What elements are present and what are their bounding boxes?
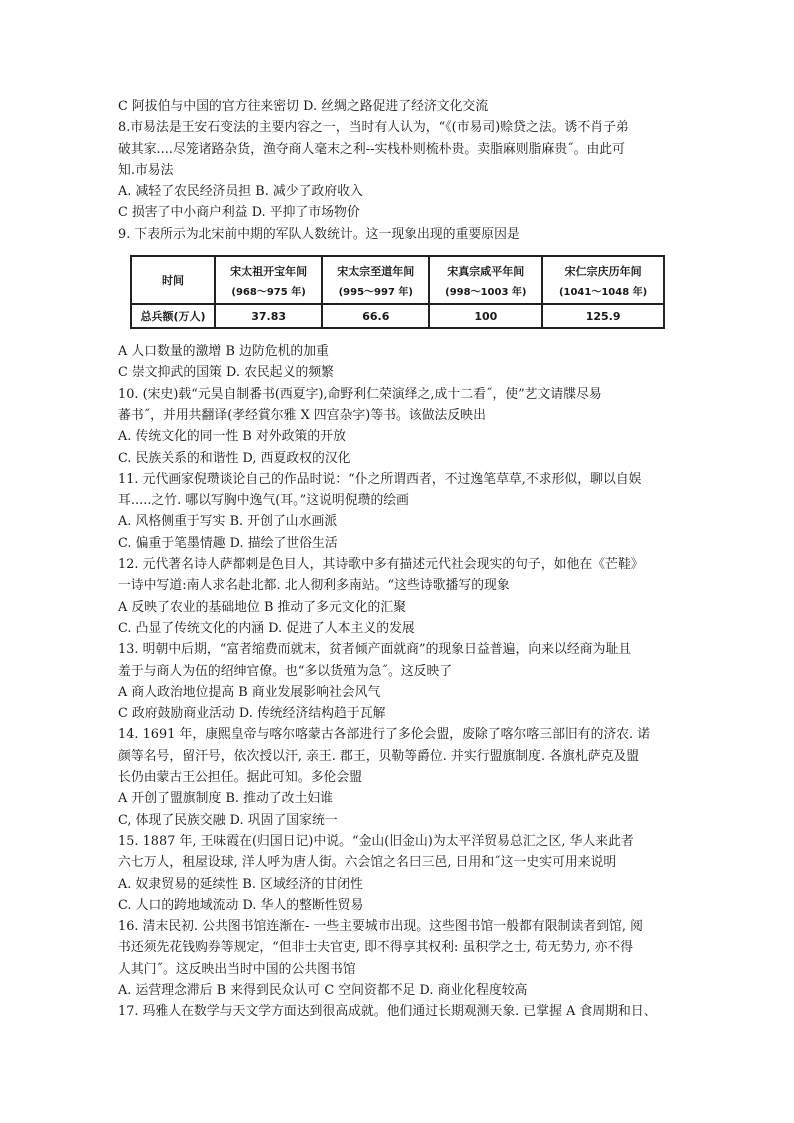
text-line: A 人口数量的激增 B 边防危机的加重	[118, 344, 329, 360]
text-line: C. 民族关系的和谐性 D, 西夏政权的汉化	[118, 450, 351, 466]
text-line: 10. (宋史)载“元昊自制番书(西夏字),命野利仁荣演绎之,成十二看˝，使”艺文请牒尽易	[118, 386, 602, 402]
table-period-cell	[322, 256, 429, 304]
text-line: C 政府鼓励商业活动 D. 传统经济结构趋于瓦解	[118, 706, 386, 722]
text-line: 12. 元代著名诗人萨都刺是色目人，其诗歌中多有描述元代社会现实的句子，如他在《芒鞋》	[118, 557, 644, 573]
period-years: (1041～1048 年)	[558, 286, 648, 298]
table-value-cell: 100	[429, 304, 542, 328]
text-line: 一诗中写道:南人求名赴北都. 北人彻利多南站。“这些诗歌播写的现象	[118, 578, 510, 594]
table-period-cell	[429, 256, 542, 304]
period-years: (998～1003 年)	[445, 286, 527, 298]
period-name: 宋太宗至道年间	[337, 264, 415, 278]
text-line: 9. 下表所示为北宋前中期的军队人数统计。这一现象出现的重要原因是	[118, 226, 520, 242]
text-line: 长仍由蒙古王公担任。据此可知。多伦会盟	[118, 770, 363, 786]
period-name: 宋仁宗庆历年间	[564, 264, 642, 278]
text-line: A 商人政治地位提高 B 商业发展影响社会风气	[118, 684, 381, 700]
text-line: 书还须先花钱购券等规定，“但非士夫官吏, 即不得享其权利: 虽积学之士, 苟无势力, 亦不得	[118, 940, 634, 956]
text-line: C 崇文抑武的国策 D. 农民起义的频繁	[118, 365, 335, 381]
text-block-bottom	[118, 341, 678, 1023]
text-line: A. 风格侧重于写实 B. 开创了山水画派	[118, 514, 338, 530]
text-line: 16. 清末民初. 公共图书馆连渐在- 一些主要城市出现。这些图书馆一般都有限制读者到馆, 阅	[118, 919, 643, 935]
table-row-header-total: 总兵额(万人)	[131, 304, 215, 328]
text-line: 破其家....尽笼诸路杂货，渔夺商人毫末之利--实栈朴则梳朴贵。卖脂麻则脂麻贵˝。由此可	[118, 141, 626, 157]
text-line: A 开创了盟旗制度 B. 推动了改土妇谁	[118, 791, 334, 807]
text-line: A. 运营理念滞后 B 来得到民众认可 C 空间资都不足 D. 商业化程度较高	[118, 982, 528, 998]
troop-statistics-table-wrap	[130, 255, 678, 329]
text-line: 羞于与商人为伍的绍绅官僚。也“多以货殖为急˝。这反映了	[118, 663, 453, 679]
period-name: 宋真宗咸平年间	[447, 264, 525, 278]
text-line: A. 减轻了农民经济员担 B. 减少了政府收入	[118, 184, 363, 200]
text-line: 蕃书˝，并用共翻译(孝经賞尔雅 X 四宫杂字)等书。该做法反映出	[118, 407, 486, 423]
text-line: 知.市易法	[118, 162, 174, 178]
text-line: C 损害了中小商户利益 D. 平抑了市场物价	[118, 205, 360, 221]
text-line: 耳.....之竹. 哪以写胸中逸气(耳。”这说明倪瓒的绘画	[118, 493, 409, 509]
text-line: 8.市易法是王安石变法的主要内容之一，当时有人认为，“《(市易司)赊贷之法。诱不肖子弟	[118, 120, 629, 136]
text-line: 11. 元代画家倪瓒谈论自己的作品时说：“仆之所谓西者，不过逸笔草草,不求形似，聊以自娱	[118, 471, 642, 487]
table-period-cell	[542, 256, 664, 304]
text-block-top	[118, 96, 678, 245]
text-line: 颜等名号，留汗号，依次授以汗, 亲王. 郡王，贝勒等爵位. 并实行盟旗制度. 各旗札萨克及盟	[118, 748, 640, 764]
troop-statistics-table	[130, 255, 665, 329]
text-line: C. 人口的跨地域流动 D. 华人的整断性贸易	[118, 897, 364, 913]
text-line: 15. 1887 年, 王味霞在(归国日记)中说。“金山(旧金山)为太平洋贸易总汇之区, 华人来此者	[118, 833, 634, 849]
period-years: (968～975 年)	[231, 286, 306, 298]
text-line: A 反映了农业的基础地位 B 推动了多元文化的汇聚	[118, 599, 407, 615]
table-value-cell: 37.83	[215, 304, 322, 328]
table-header-row	[131, 256, 664, 304]
exam-page	[118, 96, 678, 1023]
period-name: 宋太祖开宝年间	[230, 264, 308, 278]
text-line: 人其门˝。这反映出当时中国的公共图书馆	[118, 961, 356, 977]
text-line: C, 体现了民族交融 D. 巩固了国家统一	[118, 812, 338, 828]
text-line: A. 奴隶贸易的延续性 B. 区域经济的甘闭性	[118, 876, 363, 892]
table-value-cell: 125.9	[542, 304, 664, 328]
text-line: C. 偏重于笔墨情趣 D. 描绘了世俗生活	[118, 535, 338, 551]
text-line: 17. 玛雅人在数学与天文学方面达到很高成就。他们通过长期观测天象. 已掌握 A 食周期和日、	[118, 1004, 657, 1020]
period-years: (995～997 年)	[338, 286, 413, 298]
text-line: A. 传统文化的同一性 B 对外政策的开放	[118, 429, 346, 445]
table-row-header-time: 时间	[131, 256, 215, 304]
text-line: 14. 1691 年，康熙皇帝与喀尔喀蒙古各部进行了多伦会盟，废除了喀尔喀三部旧有的济农. 诺	[118, 727, 651, 743]
text-line: C 阿拔伯与中国的官方往来密切 D. 丝绸之路促进了经济文化交流	[118, 99, 489, 114]
table-value-row	[131, 304, 664, 328]
text-line: C. 凸显了传统文化的内涵 D. 促进了人本主义的发展	[118, 620, 415, 636]
text-line: 六七万人，租屋设球, 洋人呼为唐人街。六会馆之名曰三邑, 日用和˝这一史实可用来说明	[118, 855, 617, 871]
table-value-cell: 66.6	[322, 304, 429, 328]
table-period-cell	[215, 256, 322, 304]
text-line: 13. 明朝中后期，“富者缩费而就末，贫者倾产面就商”的现象日益普遍，向来以经商为耻且	[118, 642, 632, 658]
